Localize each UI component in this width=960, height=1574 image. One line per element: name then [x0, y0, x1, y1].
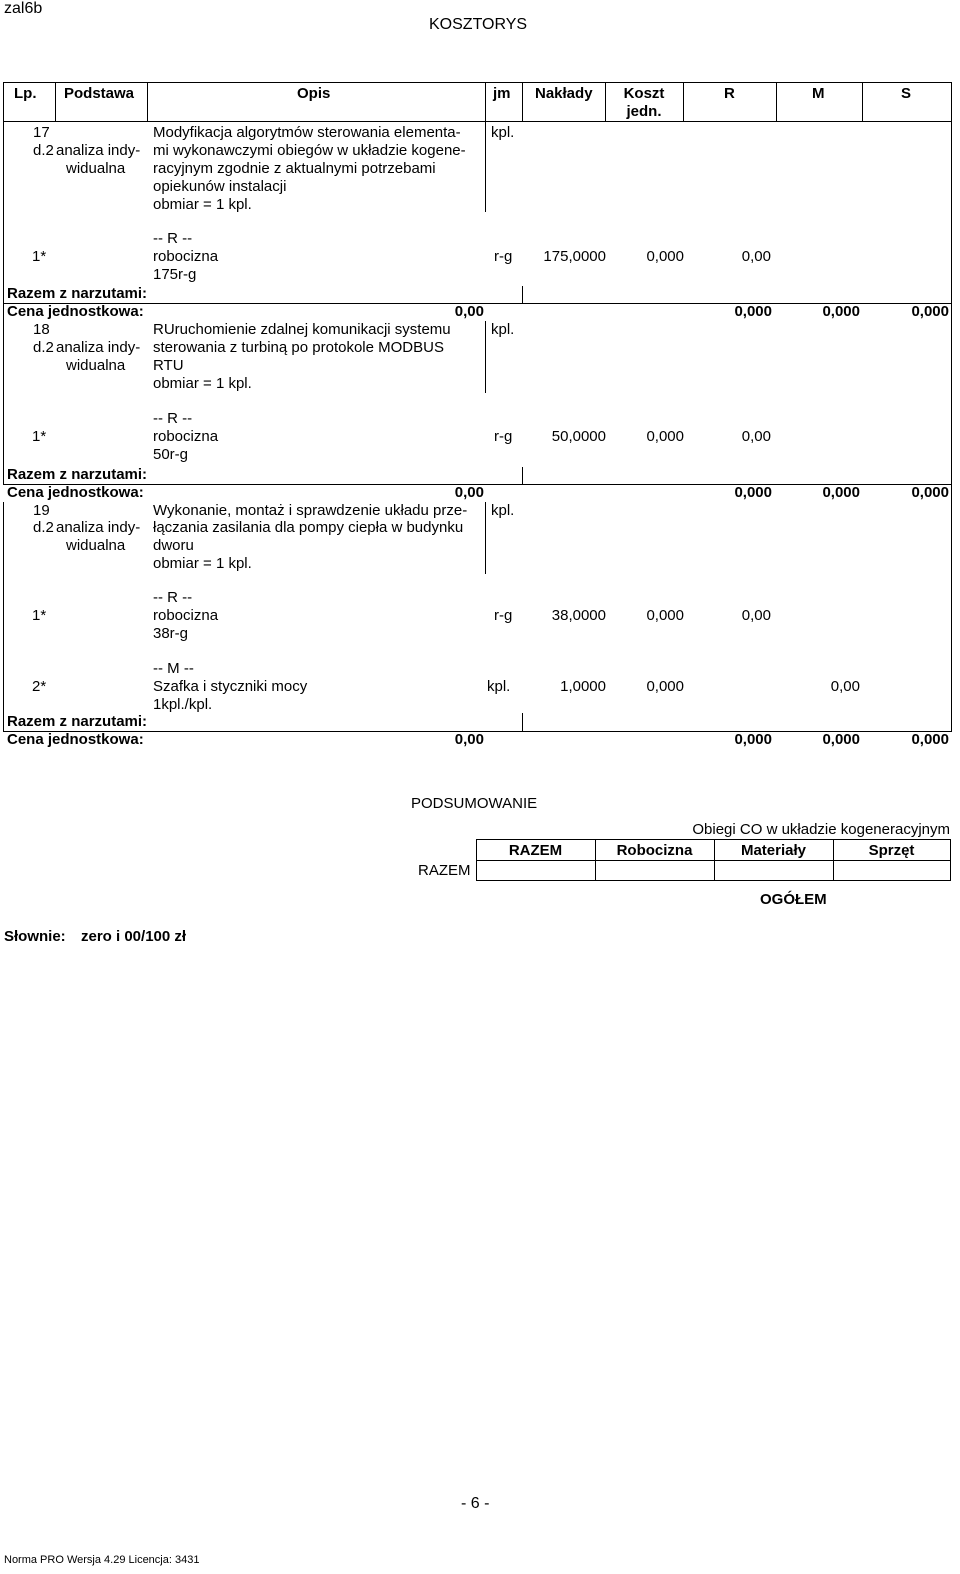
resource-value: 0,00: [830, 678, 860, 695]
resource-lp: 2*: [32, 678, 47, 695]
software-footer: Norma PRO Wersja 4.29 Licencja: 3431: [4, 1554, 200, 1566]
resource-value: 0,00: [741, 607, 771, 624]
document-title: KOSZTORYS: [429, 16, 528, 33]
item-podstawa: analiza indy-: [56, 519, 141, 536]
header-bottom-border: [3, 121, 952, 122]
page-number: - 6 -: [461, 1495, 490, 1512]
header-m: M: [812, 85, 825, 102]
cena-label: Cena jednostkowa:: [7, 484, 144, 501]
item-lp: 19: [33, 502, 50, 519]
header-lp: Lp.: [14, 85, 37, 102]
total-s: 0,000: [911, 484, 949, 501]
resource-name: Szafka i styczniki mocy: [153, 678, 308, 695]
resource-name: robocizna: [153, 248, 219, 265]
total-r: 0,000: [734, 484, 772, 501]
resource-norm: 38r-g: [153, 625, 189, 642]
cena-label: Cena jednostkowa:: [7, 731, 144, 748]
total-s: 0,000: [911, 731, 949, 748]
resource-norm: 1kpl./kpl.: [153, 696, 213, 713]
item-jm: kpl.: [491, 502, 515, 519]
item-podstawa: analiza indy-: [56, 339, 141, 356]
summary-section-name: Obiegi CO w układzie kogeneracyjnym: [692, 821, 950, 838]
resource-naklady: 175,0000: [543, 248, 606, 265]
summary-row-label: RAZEM: [418, 862, 471, 879]
summary-total-label: OGÓŁEM: [760, 891, 827, 908]
item-opis-line: RTU: [153, 357, 184, 374]
item-obmiar: obmiar = 1 kpl.: [153, 555, 252, 572]
total-s: 0,000: [911, 303, 949, 320]
item-lp: 18: [33, 321, 50, 338]
resource-norm: 175r-g: [153, 266, 197, 283]
razem-label: Razem z narzutami:: [7, 466, 148, 483]
header-s: S: [901, 85, 912, 102]
resource-norm: 50r-g: [153, 446, 189, 463]
razem-label: Razem z narzutami:: [7, 713, 148, 730]
cena-value: 0,00: [454, 484, 484, 501]
resource-name: robocizna: [153, 428, 219, 445]
resource-koszt: 0,000: [646, 607, 684, 624]
header-naklady: Nakłady: [535, 85, 593, 102]
resource-jm: r-g: [494, 248, 513, 265]
item-podstawa-cont: widualna: [66, 537, 126, 554]
resource-jm: r-g: [494, 428, 513, 445]
resource-lp: 1*: [32, 428, 47, 445]
item-opis-line: racyjnym zgodnie z aktualnymi potrzebami: [153, 160, 436, 177]
item-opis-line: mi wykonawczymi obiegów w układzie kogene-: [153, 142, 466, 159]
item-lp-chapter: d.2: [33, 142, 54, 159]
summary-header-robocizna: Robocizna: [616, 842, 693, 859]
header-podstawa: Podstawa: [64, 85, 135, 102]
total-m: 0,000: [822, 731, 860, 748]
document-code: zal6b: [4, 0, 43, 17]
resource-type: -- R --: [153, 230, 193, 247]
summary-title: PODSUMOWANIE: [411, 795, 538, 812]
total-m: 0,000: [822, 484, 860, 501]
resource-value: 0,00: [741, 428, 771, 445]
item-podstawa-cont: widualna: [66, 357, 126, 374]
summary-header-materialy: Materiały: [740, 842, 807, 859]
item-opis-line: dworu: [153, 537, 194, 554]
resource-koszt: 0,000: [646, 248, 684, 265]
total-r: 0,000: [734, 731, 772, 748]
razem-label: Razem z narzutami:: [7, 285, 148, 302]
table-top-border: [3, 82, 952, 83]
item-jm: kpl.: [491, 124, 515, 141]
item-lp-chapter: d.2: [33, 519, 54, 536]
header-koszt: Koszt: [623, 85, 665, 102]
item-jm: kpl.: [491, 321, 515, 338]
resource-name: robocizna: [153, 607, 219, 624]
item-podstawa: analiza indy-: [56, 142, 141, 159]
item-obmiar: obmiar = 1 kpl.: [153, 375, 252, 392]
resource-naklady: 38,0000: [551, 607, 606, 624]
item-opis-line: sterowania z turbiną po protokole MODBUS: [153, 339, 444, 356]
header-koszt-jedn: jedn.: [626, 103, 662, 120]
item-opis-line: Modyfikacja algorytmów sterowania elementa-: [153, 124, 461, 141]
header-jm: jm: [493, 85, 511, 102]
header-opis: Opis: [297, 85, 331, 102]
item-podstawa-cont: widualna: [66, 160, 126, 177]
cena-label: Cena jednostkowa:: [7, 303, 144, 320]
resource-koszt: 0,000: [646, 678, 684, 695]
item-opis-line: Wykonanie, montaż i sprawdzenie układu prze-: [153, 502, 468, 519]
item-lp: 17: [33, 124, 50, 141]
resource-value: 0,00: [741, 248, 771, 265]
total-m: 0,000: [822, 303, 860, 320]
item-opis-line: opiekunów instalacji: [153, 178, 287, 195]
cena-value: 0,00: [454, 731, 484, 748]
item-lp-chapter: d.2: [33, 339, 54, 356]
resource-type: -- R --: [153, 589, 193, 606]
resource-lp: 1*: [32, 248, 47, 265]
header-r: R: [724, 85, 735, 102]
resource-lp: 1*: [32, 607, 47, 624]
cena-value: 0,00: [454, 303, 484, 320]
resource-jm: r-g: [494, 607, 513, 624]
resource-naklady: 50,0000: [551, 428, 606, 445]
resource-type: -- R --: [153, 410, 193, 427]
resource-naklady: 1,0000: [560, 678, 606, 695]
item-opis-line: RUruchomienie zdalnej komunikacji systemu: [153, 321, 451, 338]
total-r: 0,000: [734, 303, 772, 320]
summary-header-sprzet: Sprzęt: [868, 842, 915, 859]
amount-in-words: zero i 00/100 zł: [81, 928, 187, 945]
resource-jm: kpl.: [487, 678, 511, 695]
item-obmiar: obmiar = 1 kpl.: [153, 196, 252, 213]
amount-in-words-label: Słownie:: [4, 928, 66, 945]
summary-header-razem: RAZEM: [508, 842, 563, 859]
resource-type: -- M --: [153, 660, 194, 677]
item-opis-line: łączania zasilania dla pompy ciepła w budynku: [153, 519, 464, 536]
resource-koszt: 0,000: [646, 428, 684, 445]
